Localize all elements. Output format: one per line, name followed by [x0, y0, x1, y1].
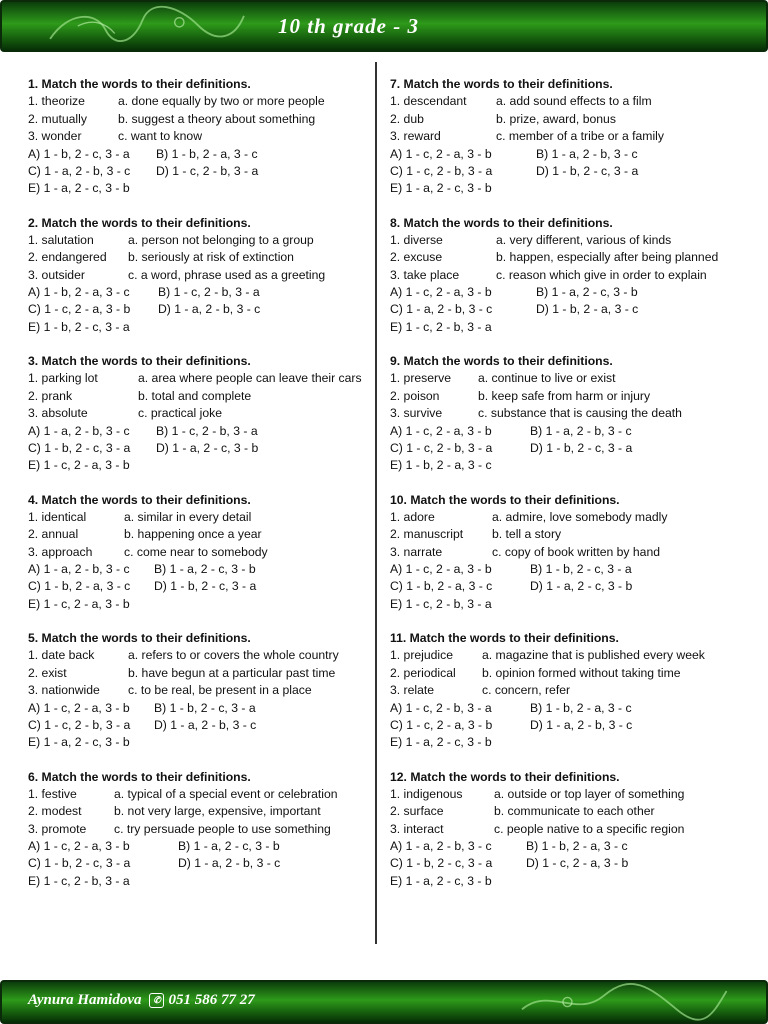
answer-option: D) 1 - a, 2 - c, 3 - b — [530, 579, 633, 594]
match-row — [390, 93, 745, 110]
definition-item: a. add sound effects to a film — [496, 94, 652, 109]
answer-option: B) 1 - b, 2 - c, 3 - a — [530, 562, 632, 577]
question-title: 5. Match the words to their definitions. — [28, 631, 251, 645]
answer-options-row — [390, 873, 745, 890]
answer-options-row — [390, 146, 745, 163]
match-row — [390, 665, 745, 682]
match-row — [28, 803, 383, 820]
question-title: 3. Match the words to their definitions. — [28, 354, 251, 368]
phone-icon: ✆ — [149, 993, 164, 1008]
answer-option: B) 1 - a, 2 - b, 3 - c — [536, 146, 638, 161]
word-item: 2. dub — [390, 111, 424, 126]
answer-options-row — [28, 180, 383, 197]
answer-options-row — [390, 319, 745, 336]
word-item: 3. outsider — [28, 267, 85, 282]
definition-item: a. refers to or covers the whole country — [128, 648, 339, 663]
definition-item: a. done equally by two or more people — [118, 94, 325, 109]
answer-option: C) 1 - b, 2 - c, 3 - a — [28, 440, 131, 455]
question-title: 12. Match the words to their definitions. — [390, 769, 620, 784]
question-block — [390, 353, 745, 492]
word-item: 3. narrate — [390, 544, 443, 559]
ornament-swirl-left — [32, 2, 262, 50]
footer-banner — [0, 980, 768, 1024]
match-row — [390, 509, 745, 526]
answer-option: E) 1 - a, 2 - c, 3 - b — [390, 181, 492, 196]
answer-options-row — [390, 301, 745, 318]
question-title: 11. Match the words to their definitions. — [390, 631, 619, 645]
answer-options-row — [28, 319, 383, 336]
definition-item: b. happening once a year — [124, 527, 262, 542]
match-row — [28, 370, 383, 387]
word-item: 2. excuse — [390, 250, 443, 265]
answer-option: A) 1 - c, 2 - a, 3 - b — [390, 562, 492, 577]
answer-options-row — [28, 561, 383, 578]
answer-options-row — [390, 596, 745, 613]
word-item: 1. date back — [28, 648, 95, 663]
word-item: 2. surface — [390, 804, 444, 819]
answer-option: D) 1 - b, 2 - c, 3 - a — [536, 163, 639, 178]
footer-contact — [28, 992, 255, 1009]
answer-option: E) 1 - c, 2 - b, 3 - a — [390, 319, 492, 334]
word-item: 1. descendant — [390, 94, 467, 109]
answer-option: E) 1 - a, 2 - c, 3 - b — [390, 873, 492, 888]
word-item: 1. indigenous — [390, 786, 463, 801]
definition-item: c. copy of book written by hand — [492, 544, 661, 559]
word-item: 3. nationwide — [28, 683, 100, 698]
definition-item: c. concern, refer — [482, 683, 571, 698]
definition-item: a. outside or top layer of something — [494, 786, 685, 801]
author-name: Aynura Hamidova — [28, 992, 142, 1008]
match-row — [28, 544, 383, 561]
word-item: 1. theorize — [28, 94, 85, 109]
match-row — [28, 665, 383, 682]
answer-options-row — [28, 284, 383, 301]
answer-options-row — [390, 561, 745, 578]
answer-option: C) 1 - c, 2 - b, 3 - a — [390, 440, 493, 455]
word-item: 1. parking lot — [28, 371, 98, 386]
word-item: 3. wonder — [28, 129, 82, 144]
answer-option: A) 1 - c, 2 - a, 3 - b — [390, 146, 492, 161]
answer-option: E) 1 - a, 2 - c, 3 - b — [390, 735, 492, 750]
answer-option: E) 1 - a, 2 - c, 3 - b — [28, 181, 130, 196]
match-row — [28, 267, 383, 284]
questions-column-left — [28, 76, 383, 907]
phone-number: 051 586 77 27 — [168, 992, 255, 1008]
word-item: 2. endangered — [28, 250, 107, 265]
definition-item: a. magazine that is published every week — [482, 648, 705, 663]
answer-option: B) 1 - a, 2 - b, 3 - c — [530, 423, 632, 438]
definition-item: c. reason which give in order to explain — [496, 267, 707, 282]
answer-options-row — [390, 838, 745, 855]
match-row — [390, 249, 745, 266]
answer-option: B) 1 - b, 2 - a, 3 - c — [530, 700, 632, 715]
question-title: 10. Match the words to their definitions. — [390, 492, 620, 507]
answer-option: A) 1 - c, 2 - a, 3 - b — [390, 423, 492, 438]
question-title: 6. Match the words to their definitions. — [28, 769, 251, 784]
definition-item: a. admire, love somebody madly — [492, 509, 668, 524]
word-item: 2. modest — [28, 804, 82, 819]
definition-item: a. area where people can leave their cars — [138, 371, 362, 386]
definition-item: b. prize, award, bonus — [496, 111, 616, 126]
answer-options-row — [390, 700, 745, 717]
answer-option: A) 1 - c, 2 - b, 3 - a — [390, 700, 492, 715]
question-block — [28, 215, 383, 354]
match-row — [390, 803, 745, 820]
answer-option: A) 1 - c, 2 - a, 3 - b — [28, 700, 130, 715]
question-block — [28, 769, 383, 908]
question-title: 9. Match the words to their definitions. — [390, 354, 613, 368]
match-row — [28, 111, 383, 128]
answer-options-row — [28, 146, 383, 163]
word-item: 2. manuscript — [390, 527, 464, 542]
answer-option: B) 1 - b, 2 - c, 3 - a — [154, 700, 256, 715]
answer-options-row — [28, 700, 383, 717]
answer-options-row — [28, 855, 383, 872]
answer-option: B) 1 - a, 2 - c, 3 - b — [536, 285, 638, 300]
word-item: 1. diverse — [390, 232, 443, 247]
match-row — [28, 388, 383, 405]
answer-options-row — [28, 578, 383, 595]
match-row — [390, 128, 745, 145]
match-row — [390, 821, 745, 838]
question-title: 4. Match the words to their definitions. — [28, 492, 251, 507]
definition-item: b. total and complete — [138, 388, 252, 403]
match-row — [28, 405, 383, 422]
answer-option: A) 1 - c, 2 - a, 3 - b — [28, 839, 130, 854]
definition-item: c. practical joke — [138, 406, 222, 421]
ornament-swirl-right — [502, 982, 742, 1022]
answer-option: B) 1 - c, 2 - b, 3 - a — [156, 423, 258, 438]
answer-option: D) 1 - c, 2 - b, 3 - a — [156, 163, 259, 178]
word-item: 1. prejudice — [390, 648, 454, 663]
answer-option: E) 1 - b, 2 - a, 3 - c — [390, 458, 492, 473]
definition-item: c. want to know — [118, 129, 202, 144]
match-row — [390, 388, 745, 405]
question-block — [390, 769, 745, 908]
definition-item: b. seriously at risk of extinction — [128, 250, 294, 265]
word-item: 2. exist — [28, 665, 67, 680]
question-title: 7. Match the words to their definitions. — [390, 77, 613, 91]
question-block — [28, 492, 383, 631]
answer-option: E) 1 - c, 2 - a, 3 - b — [28, 596, 130, 611]
answer-options-row — [390, 457, 745, 474]
answer-option: C) 1 - c, 2 - a, 3 - b — [390, 717, 493, 732]
word-item: 3. relate — [390, 683, 435, 698]
header-banner — [0, 0, 768, 52]
word-item: 2. mutually — [28, 111, 87, 126]
question-block — [28, 76, 383, 215]
definition-item: c. try persuade people to use something — [114, 821, 331, 836]
definition-item: b. tell a story — [492, 527, 562, 542]
question-title: 8. Match the words to their definitions. — [390, 215, 613, 230]
answer-option: B) 1 - a, 2 - c, 3 - b — [178, 839, 280, 854]
definition-item: c. people native to a specific region — [494, 821, 685, 836]
definition-item: b. keep safe from harm or injury — [478, 388, 651, 403]
definition-item: a. similar in every detail — [124, 509, 252, 524]
answer-options-row — [390, 440, 745, 457]
word-item: 1. adore — [390, 509, 435, 524]
answer-option: A) 1 - a, 2 - b, 3 - c — [28, 423, 130, 438]
match-row — [390, 405, 745, 422]
answer-options-row — [390, 180, 745, 197]
answer-options-row — [28, 596, 383, 613]
match-row — [390, 111, 745, 128]
question-block — [390, 492, 745, 631]
answer-option: E) 1 - c, 2 - b, 3 - a — [28, 873, 130, 888]
match-row — [390, 267, 745, 284]
answer-option: C) 1 - c, 2 - a, 3 - b — [28, 302, 131, 317]
question-block — [28, 630, 383, 769]
answer-option: D) 1 - a, 2 - b, 3 - c — [530, 717, 633, 732]
answer-option: C) 1 - a, 2 - b, 3 - c — [28, 163, 131, 178]
definition-item: a. very different, various of kinds — [496, 232, 672, 247]
question-block — [390, 630, 745, 769]
word-item: 3. promote — [28, 821, 87, 836]
answer-options-row — [390, 284, 745, 301]
answer-option: D) 1 - b, 2 - c, 3 - a — [154, 579, 257, 594]
answer-options-row — [28, 423, 383, 440]
definition-item: b. opinion formed without taking time — [482, 665, 681, 680]
answer-option: B) 1 - b, 2 - a, 3 - c — [156, 146, 258, 161]
definition-item: a. person not belonging to a group — [128, 232, 314, 247]
match-row — [28, 128, 383, 145]
answer-option: D) 1 - b, 2 - c, 3 - a — [530, 440, 633, 455]
page-title: 10 th grade - 3 — [278, 14, 419, 38]
definition-item: c. substance that is causing the death — [478, 406, 682, 421]
answer-option: E) 1 - c, 2 - a, 3 - b — [28, 458, 130, 473]
answer-option: C) 1 - b, 2 - a, 3 - c — [390, 579, 493, 594]
match-row — [28, 647, 383, 664]
match-row — [28, 682, 383, 699]
answer-options-row — [390, 578, 745, 595]
answer-option: D) 1 - b, 2 - a, 3 - c — [536, 302, 639, 317]
definition-item: b. suggest a theory about something — [118, 111, 316, 126]
answer-option: E) 1 - b, 2 - c, 3 - a — [28, 319, 130, 334]
question-block — [28, 353, 383, 492]
answer-option: A) 1 - b, 2 - c, 3 - a — [28, 146, 130, 161]
answer-option: D) 1 - a, 2 - b, 3 - c — [154, 717, 257, 732]
word-item: 3. approach — [28, 544, 93, 559]
question-title: 2. Match the words to their definitions. — [28, 215, 251, 230]
word-item: 1. identical — [28, 509, 87, 524]
match-row — [28, 786, 383, 803]
answer-options-row — [28, 873, 383, 890]
answer-option: D) 1 - a, 2 - b, 3 - c — [178, 856, 281, 871]
word-item: 3. take place — [390, 267, 460, 282]
definition-item: c. a word, phrase used as a greeting — [128, 267, 326, 282]
answer-option: A) 1 - b, 2 - a, 3 - c — [28, 285, 130, 300]
definition-item: c. come near to somebody — [124, 544, 268, 559]
answer-option: B) 1 - b, 2 - a, 3 - c — [526, 839, 628, 854]
questions-column-right — [390, 76, 745, 907]
match-row — [390, 370, 745, 387]
definition-item: a. continue to live or exist — [478, 371, 616, 386]
answer-option: C) 1 - c, 2 - b, 3 - a — [28, 717, 131, 732]
word-item: 2. poison — [390, 388, 440, 403]
answer-options-row — [28, 457, 383, 474]
definition-item: a. typical of a special event or celebration — [114, 786, 338, 801]
word-item: 3. reward — [390, 129, 441, 144]
answer-option: B) 1 - c, 2 - b, 3 - a — [158, 285, 260, 300]
answer-option: E) 1 - a, 2 - c, 3 - b — [28, 735, 130, 750]
definition-item: c. to be real, be present in a place — [128, 683, 312, 698]
word-item: 3. survive — [390, 406, 443, 421]
word-item: 3. absolute — [28, 406, 88, 421]
answer-options-row — [390, 734, 745, 751]
word-item: 1. preserve — [390, 371, 451, 386]
word-item: 2. prank — [28, 388, 73, 403]
answer-option: D) 1 - a, 2 - c, 3 - b — [156, 440, 259, 455]
definition-item: b. have begun at a particular past time — [128, 665, 336, 680]
match-row — [390, 232, 745, 249]
answer-options-row — [28, 717, 383, 734]
question-block — [390, 76, 745, 215]
answer-option: C) 1 - a, 2 - b, 3 - c — [390, 302, 493, 317]
answer-option: C) 1 - b, 2 - c, 3 - a — [390, 856, 493, 871]
question-block — [390, 215, 745, 354]
match-row — [28, 93, 383, 110]
answer-option: C) 1 - b, 2 - a, 3 - c — [28, 579, 131, 594]
match-row — [28, 526, 383, 543]
match-row — [28, 232, 383, 249]
answer-option: D) 1 - c, 2 - a, 3 - b — [526, 856, 629, 871]
answer-options-row — [28, 301, 383, 318]
answer-option: B) 1 - a, 2 - c, 3 - b — [154, 562, 256, 577]
match-row — [390, 786, 745, 803]
match-row — [28, 249, 383, 266]
word-item: 2. annual — [28, 527, 79, 542]
answer-options-row — [390, 423, 745, 440]
answer-option: C) 1 - c, 2 - b, 3 - a — [390, 163, 493, 178]
answer-option: A) 1 - a, 2 - b, 3 - c — [390, 839, 492, 854]
word-item: 3. interact — [390, 821, 444, 836]
definition-item: b. not very large, expensive, important — [114, 804, 321, 819]
word-item: 1. festive — [28, 786, 77, 801]
match-row — [390, 682, 745, 699]
word-item: 2. periodical — [390, 665, 456, 680]
answer-option: C) 1 - b, 2 - c, 3 - a — [28, 856, 131, 871]
match-row — [390, 544, 745, 561]
answer-option: E) 1 - c, 2 - b, 3 - a — [390, 596, 492, 611]
match-row — [28, 509, 383, 526]
answer-option: A) 1 - a, 2 - b, 3 - c — [28, 562, 130, 577]
answer-options-row — [28, 838, 383, 855]
answer-options-row — [28, 440, 383, 457]
answer-options-row — [28, 163, 383, 180]
definition-item: c. member of a tribe or a family — [496, 129, 664, 144]
answer-options-row — [28, 734, 383, 751]
definition-item: b. happen, especially after being planned — [496, 250, 719, 265]
word-item: 1. salutation — [28, 232, 94, 247]
answer-option: A) 1 - c, 2 - a, 3 - b — [390, 285, 492, 300]
match-row — [390, 647, 745, 664]
answer-options-row — [390, 163, 745, 180]
answer-options-row — [390, 717, 745, 734]
definition-item: b. communicate to each other — [494, 804, 655, 819]
match-row — [390, 526, 745, 543]
answer-option: D) 1 - a, 2 - b, 3 - c — [158, 302, 261, 317]
match-row — [28, 821, 383, 838]
question-title: 1. Match the words to their definitions. — [28, 77, 251, 91]
answer-options-row — [390, 855, 745, 872]
